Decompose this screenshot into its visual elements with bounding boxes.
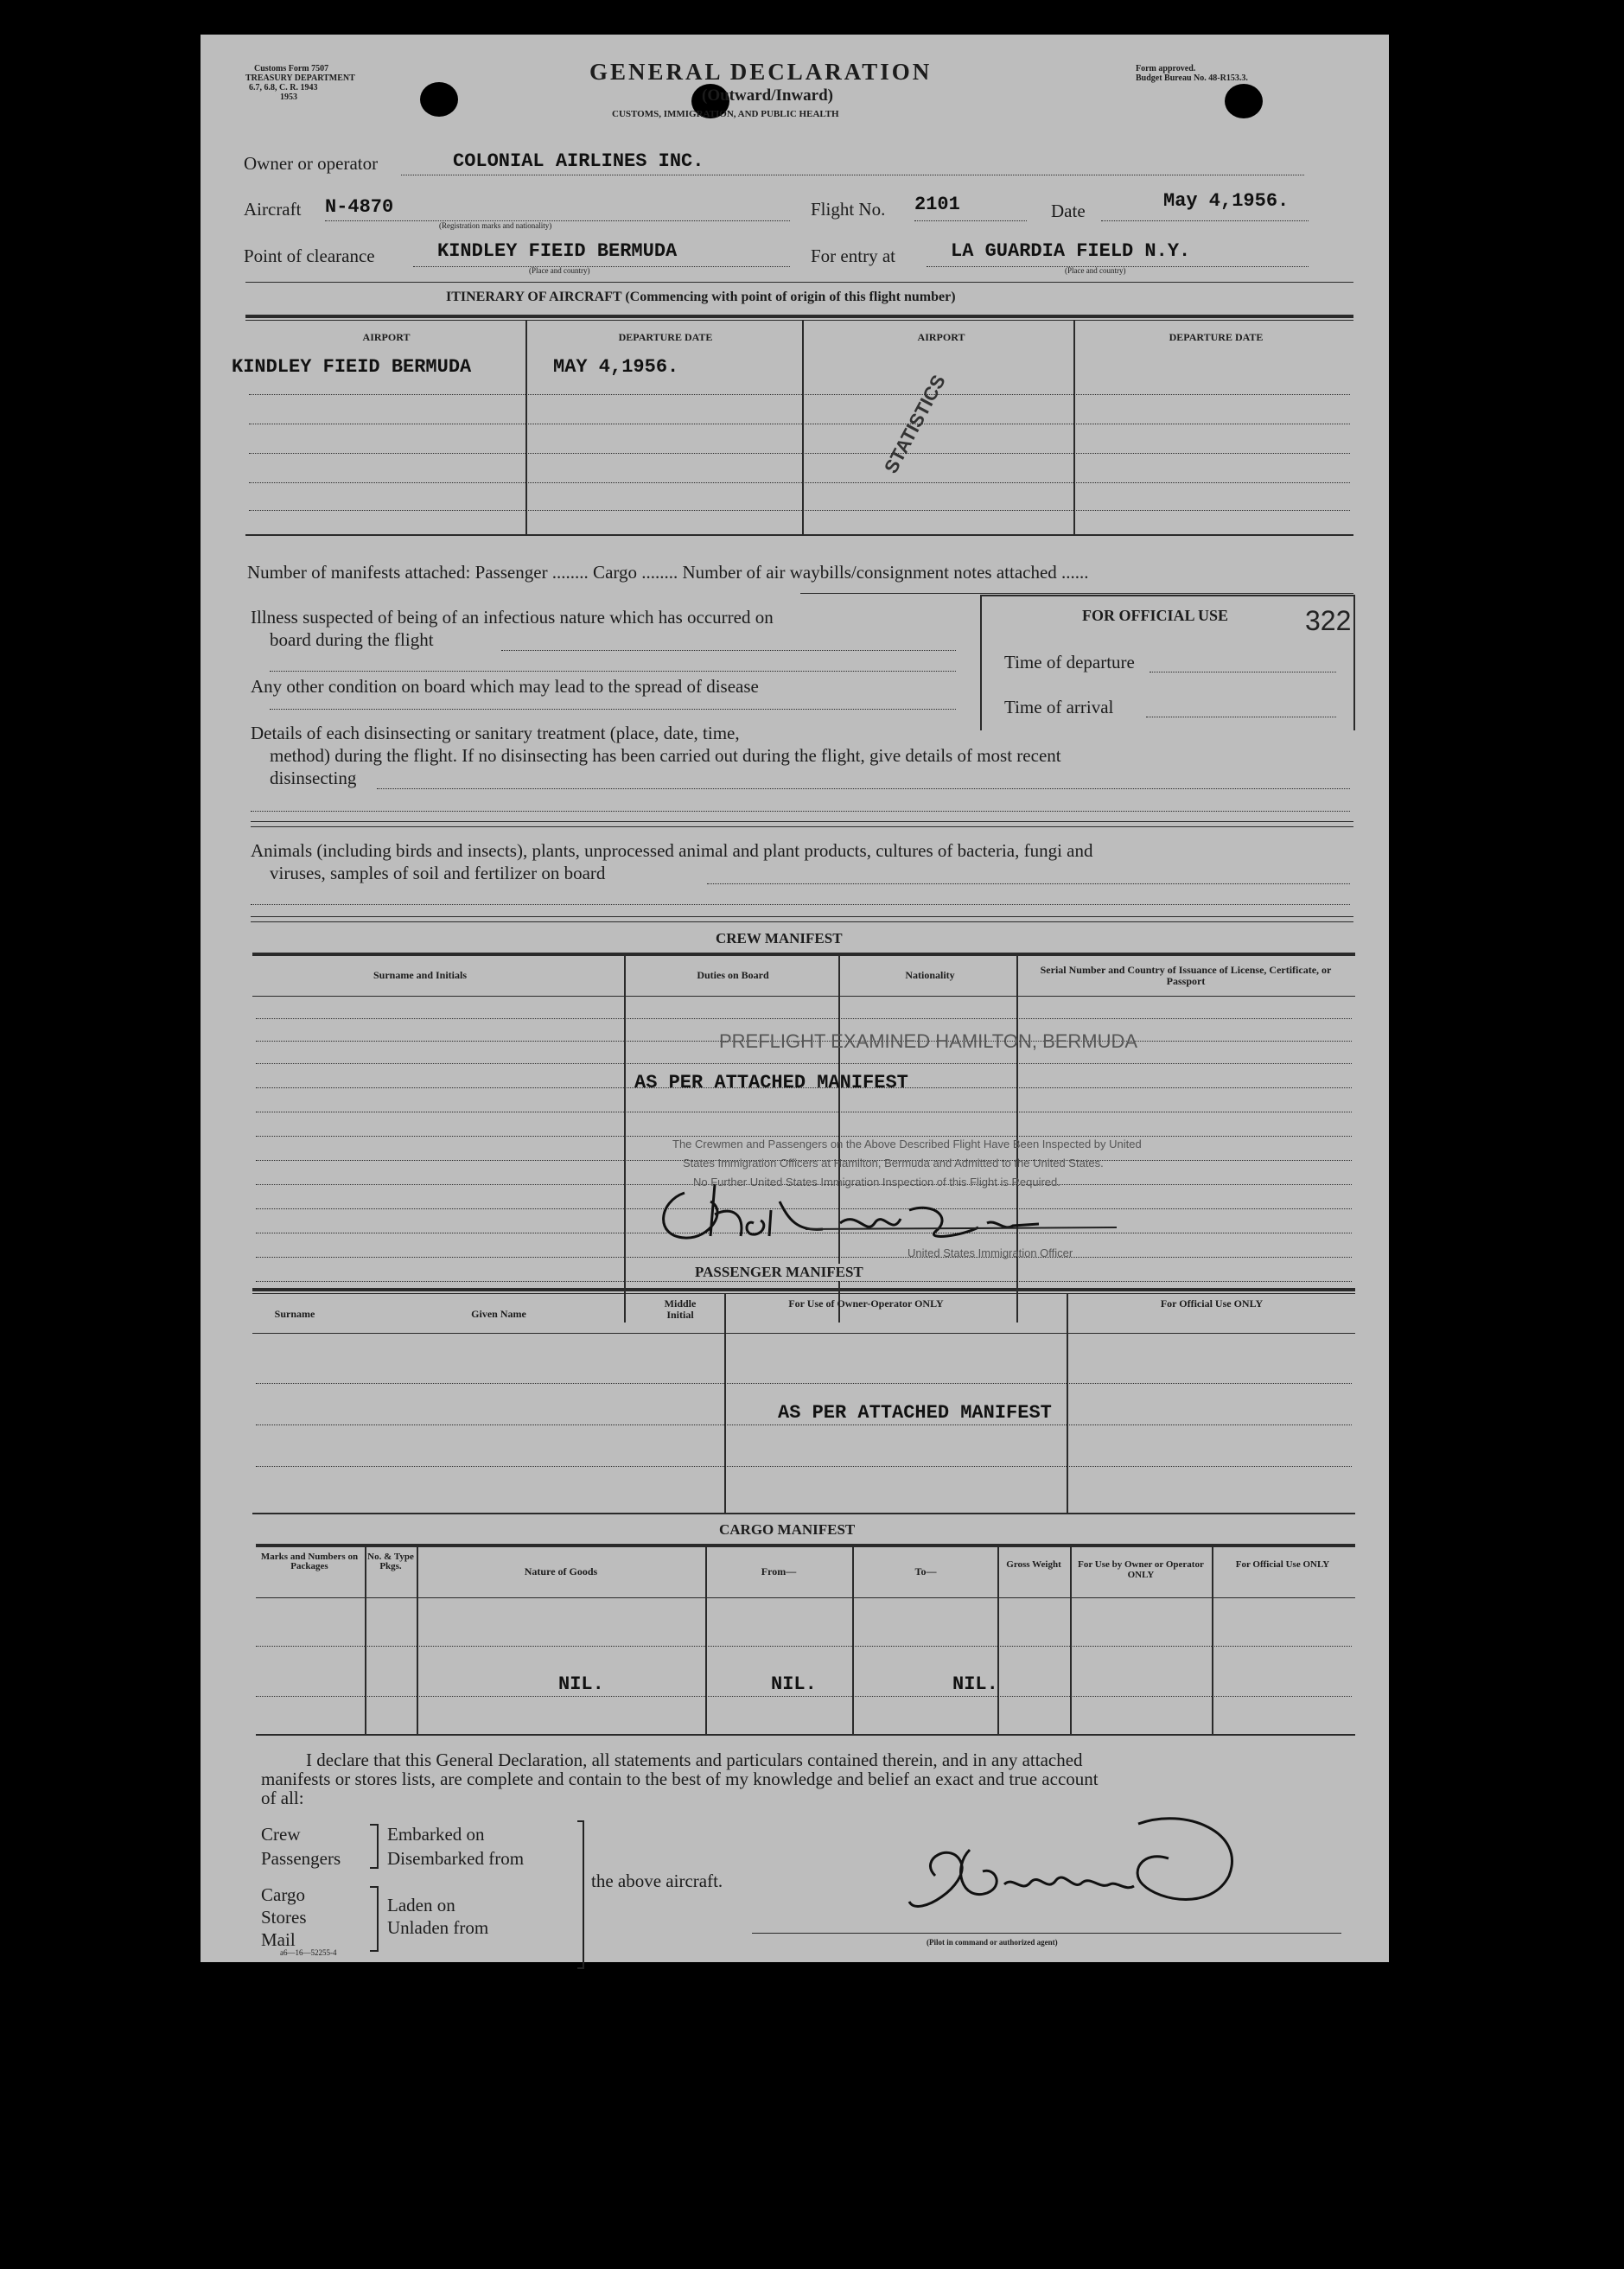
- passenger-col-middle: Middle Initial: [664, 1297, 697, 1321]
- itinerary-row-line: [249, 482, 1350, 483]
- inspection-stamp-line: No Further United States Immigration Inspection of this Flight is Required.: [693, 1176, 1060, 1189]
- group-mail: Mail: [261, 1929, 296, 1950]
- official-use-number: 322: [1305, 605, 1352, 636]
- departure-time-label: Time of departure: [1004, 652, 1135, 672]
- cargo-col-to: To—: [914, 1565, 937, 1577]
- cargo-nature-value: NIL.: [558, 1673, 604, 1695]
- inspection-stamp-line: The Crewmen and Passengers on the Above Described Flight Have Been Inspected by United: [672, 1138, 1142, 1150]
- itinerary-top-rule: [245, 282, 1353, 283]
- passenger-header-rule: [252, 1293, 1355, 1294]
- animals-line: [251, 904, 1350, 905]
- crew-col-nationality: Nationality: [905, 969, 955, 981]
- verb-unladen: Unladen from: [387, 1917, 489, 1938]
- crew-header-rule: [252, 996, 1355, 997]
- preflight-stamp: PREFLIGHT EXAMINED HAMILTON, BERMUDA: [719, 1030, 1138, 1052]
- entry-label: For entry at: [811, 245, 895, 266]
- cargo-col-marks: Marks and Numbers on Packages: [260, 1552, 359, 1571]
- disinsecting-label-cont: method) during the flight. If no disinsecting has been carried out during the flight, give details of most recent: [270, 745, 1061, 766]
- passenger-header-rule: [252, 1333, 1355, 1334]
- itinerary-airport-value: KINDLEY FIEID BERMUDA: [232, 356, 472, 378]
- crew-row-line: [256, 1018, 1352, 1019]
- cargo-col-owner: For Use by Owner or Operator ONLY: [1078, 1559, 1204, 1580]
- clearance-note: (Place and country): [529, 266, 590, 275]
- disinsecting-line: [377, 788, 1350, 789]
- itinerary-col-divider: [802, 320, 804, 534]
- section-rule: [251, 916, 1353, 917]
- entry-value: LA GUARDIA FIELD N.Y.: [951, 240, 1191, 262]
- owner-label: Owner or operator: [244, 153, 379, 174]
- section-rule: [251, 921, 1353, 922]
- passenger-row-line: [256, 1383, 1352, 1384]
- form-id-line: 6.7, 6.8, C. R. 1943: [249, 83, 318, 92]
- itinerary-col-airport: AIRPORT: [917, 331, 965, 343]
- declaration-text: manifests or stores lists, are complete and contain to the best of my knowledge and belief an exact and true account: [261, 1769, 1099, 1789]
- other-condition-label: Any other condition on board which may lead to the spread of disease: [251, 676, 759, 697]
- itinerary-date-value: MAY 4,1956.: [553, 356, 679, 378]
- itinerary-rule: [245, 320, 1353, 321]
- cargo-header-rule: [256, 1597, 1355, 1598]
- approval-line: Form approved.: [1136, 64, 1196, 73]
- signature-line: [752, 1933, 1341, 1934]
- cargo-col-official: For Official Use ONLY: [1235, 1559, 1330, 1570]
- official-use-title: FOR OFFICIAL USE: [1082, 607, 1229, 624]
- brace: [370, 1824, 379, 1869]
- crew-row-line: [256, 1063, 1352, 1064]
- punch-hole-right: [1225, 84, 1263, 118]
- illness-label-cont: board during the flight: [270, 629, 434, 650]
- passenger-col-official: For Official Use ONLY: [1160, 1297, 1264, 1310]
- aircraft-label: Aircraft: [244, 199, 302, 220]
- disinsecting-line: [251, 811, 1350, 812]
- illness-line: [270, 671, 956, 672]
- flight-no-value: 2101: [914, 194, 960, 215]
- inspection-stamp-line: States Immigration Officers at Hamilton, Bermuda and Admitted to the United States.: [683, 1157, 1104, 1170]
- verb-disembarked: Disembarked from: [387, 1848, 525, 1869]
- immigration-officer-signature: [650, 1176, 1134, 1253]
- animals-label: Animals (including birds and insects), plants, unprocessed animal and plant products, cultures of bacteria, fungi and: [251, 840, 1093, 861]
- verb-laden: Laden on: [387, 1895, 455, 1915]
- date-label: Date: [1051, 201, 1086, 221]
- clearance-value: KINDLEY FIEID BERMUDA: [437, 240, 678, 262]
- form-subtitle: (Outward/Inward): [702, 86, 834, 105]
- manifests-rule: [800, 593, 1353, 594]
- group-passengers: Passengers: [261, 1848, 341, 1869]
- cargo-col-nature: Nature of Goods: [524, 1565, 598, 1577]
- disinsecting-label-end: disinsecting: [270, 768, 357, 788]
- punch-hole-left: [420, 82, 458, 117]
- group-cargo: Cargo: [261, 1884, 305, 1905]
- date-value: May 4,1956.: [1163, 190, 1290, 212]
- crew-row-line: [256, 1136, 1352, 1137]
- itinerary-col-departure: DEPARTURE DATE: [1169, 331, 1264, 343]
- aircraft-line: [325, 220, 790, 221]
- declaration-text: of all:: [261, 1788, 304, 1808]
- cargo-top-rule: [256, 1544, 1355, 1547]
- cargo-col-divider: [417, 1546, 418, 1734]
- cargo-row-line: [256, 1646, 1352, 1647]
- passenger-attached-manifest: AS PER ATTACHED MANIFEST: [778, 1402, 1052, 1424]
- signature-caption: (Pilot in command or authorized agent): [927, 1938, 1058, 1947]
- approval-line: Budget Bureau No. 48-R153.3.: [1136, 73, 1248, 83]
- illness-label: Illness suspected of being of an infectious nature which has occurred on: [251, 607, 774, 628]
- cargo-col-divider: [1212, 1546, 1213, 1734]
- itinerary-row-line: [249, 394, 1350, 395]
- cargo-col-from: From—: [761, 1565, 797, 1577]
- cargo-col-divider: [705, 1546, 707, 1734]
- statistics-stamp: STATISTICS: [880, 371, 950, 477]
- brace: [577, 1820, 584, 1969]
- verb-embarked: Embarked on: [387, 1824, 485, 1845]
- other-condition-line: [270, 709, 956, 710]
- clearance-label: Point of clearance: [244, 245, 375, 266]
- itinerary-bottom-rule: [245, 534, 1353, 536]
- cargo-col-divider: [997, 1546, 999, 1734]
- itinerary-col-departure: DEPARTURE DATE: [618, 331, 713, 343]
- crew-manifest-heading: CREW MANIFEST: [716, 930, 843, 946]
- passenger-row-line: [256, 1424, 1352, 1425]
- illness-line: [501, 650, 956, 651]
- form-id-line: 1953: [280, 92, 297, 102]
- aircraft-note: (Registration marks and nationality): [439, 221, 552, 230]
- crew-col-divider: [624, 956, 626, 1323]
- form-title: GENERAL DECLARATION: [589, 59, 933, 85]
- print-code: a6—16—52255-4: [280, 1948, 337, 1957]
- date-line: [1101, 220, 1309, 221]
- cargo-from-value: NIL.: [771, 1673, 817, 1695]
- aircraft-value: N-4870: [325, 196, 394, 218]
- entry-note: (Place and country): [1065, 266, 1126, 275]
- section-rule: [251, 826, 1353, 827]
- arrival-time-label: Time of arrival: [1004, 697, 1114, 717]
- cargo-col-weight: Gross Weight: [1006, 1559, 1061, 1570]
- brace: [370, 1886, 379, 1952]
- cargo-col-divider: [365, 1546, 366, 1734]
- itinerary-col-divider: [525, 320, 527, 534]
- passenger-col-given: Given Name: [471, 1308, 526, 1320]
- itinerary-heading: ITINERARY OF AIRCRAFT (Commencing with point of origin of this flight number): [446, 290, 956, 304]
- cargo-manifest-heading: CARGO MANIFEST: [719, 1521, 856, 1538]
- disinsecting-label: Details of each disinsecting or sanitary treatment (place, date, time,: [251, 723, 740, 743]
- animals-label-cont: viruses, samples of soil and fertilizer on board: [270, 863, 606, 883]
- crew-col-surname: Surname and Initials: [373, 969, 468, 981]
- cargo-col-divider: [852, 1546, 854, 1734]
- crew-col-serial: Serial Number and Country of Issuance of License, Certificate, or Passport: [1040, 964, 1332, 987]
- crew-row-line: [256, 1257, 1352, 1258]
- cargo-col-divider: [1070, 1546, 1072, 1734]
- declaration-text: I declare that this General Declaration, all statements and particulars contained therein, and in any attached: [306, 1750, 1083, 1770]
- flight-no-label: Flight No.: [811, 199, 886, 220]
- passenger-col-surname: Surname: [274, 1308, 315, 1320]
- crew-row-line: [256, 1281, 1352, 1282]
- cargo-col-pkgs: No. & Type Pkgs.: [367, 1552, 414, 1571]
- general-declaration-form: [201, 35, 1389, 1962]
- itinerary-row-line: [249, 453, 1350, 454]
- itinerary-col-divider: [1073, 320, 1075, 534]
- group-stores: Stores: [261, 1907, 307, 1928]
- declaration-tail: the above aircraft.: [591, 1871, 723, 1891]
- flight-no-line: [914, 220, 1027, 221]
- animals-line: [707, 883, 1350, 884]
- owner-value: COLONIAL AIRLINES INC.: [453, 150, 704, 172]
- cargo-to-value: NIL.: [952, 1673, 998, 1695]
- group-crew: Crew: [261, 1824, 301, 1845]
- immigration-officer-caption: United States Immigration Officer: [908, 1246, 1073, 1259]
- passenger-row-line: [256, 1466, 1352, 1467]
- cargo-row-line: [256, 1696, 1352, 1697]
- passenger-top-rule: [252, 1288, 1355, 1291]
- section-rule: [251, 821, 1353, 822]
- passenger-col-divider: [724, 1293, 726, 1513]
- pilot-signature: [883, 1789, 1264, 1945]
- passenger-manifest-heading: PASSENGER MANIFEST: [691, 1264, 867, 1281]
- passenger-col-owner: For Use of Owner-Operator ONLY: [788, 1297, 944, 1310]
- clearance-line: [413, 266, 790, 267]
- itinerary-row-line: [249, 510, 1350, 511]
- crew-col-duties: Duties on Board: [697, 969, 769, 981]
- itinerary-rule: [245, 315, 1353, 318]
- itinerary-col-airport: AIRPORT: [362, 331, 411, 343]
- form-id-line: Customs Form 7507: [254, 64, 329, 73]
- passenger-col-divider: [1067, 1293, 1068, 1513]
- form-id-line: TREASURY DEPARTMENT: [245, 73, 355, 83]
- passenger-bottom-rule: [252, 1513, 1355, 1514]
- manifests-line: Number of manifests attached: Passenger ........ Cargo ........ Number of air waybills/consignment notes attached ......: [247, 562, 1089, 583]
- crew-top-rule: [252, 953, 1355, 956]
- crew-attached-manifest: AS PER ATTACHED MANIFEST: [634, 1072, 908, 1093]
- form-agencies: CUSTOMS, IMMIGRATION, AND PUBLIC HEALTH: [612, 109, 839, 119]
- cargo-bottom-rule: [256, 1734, 1355, 1736]
